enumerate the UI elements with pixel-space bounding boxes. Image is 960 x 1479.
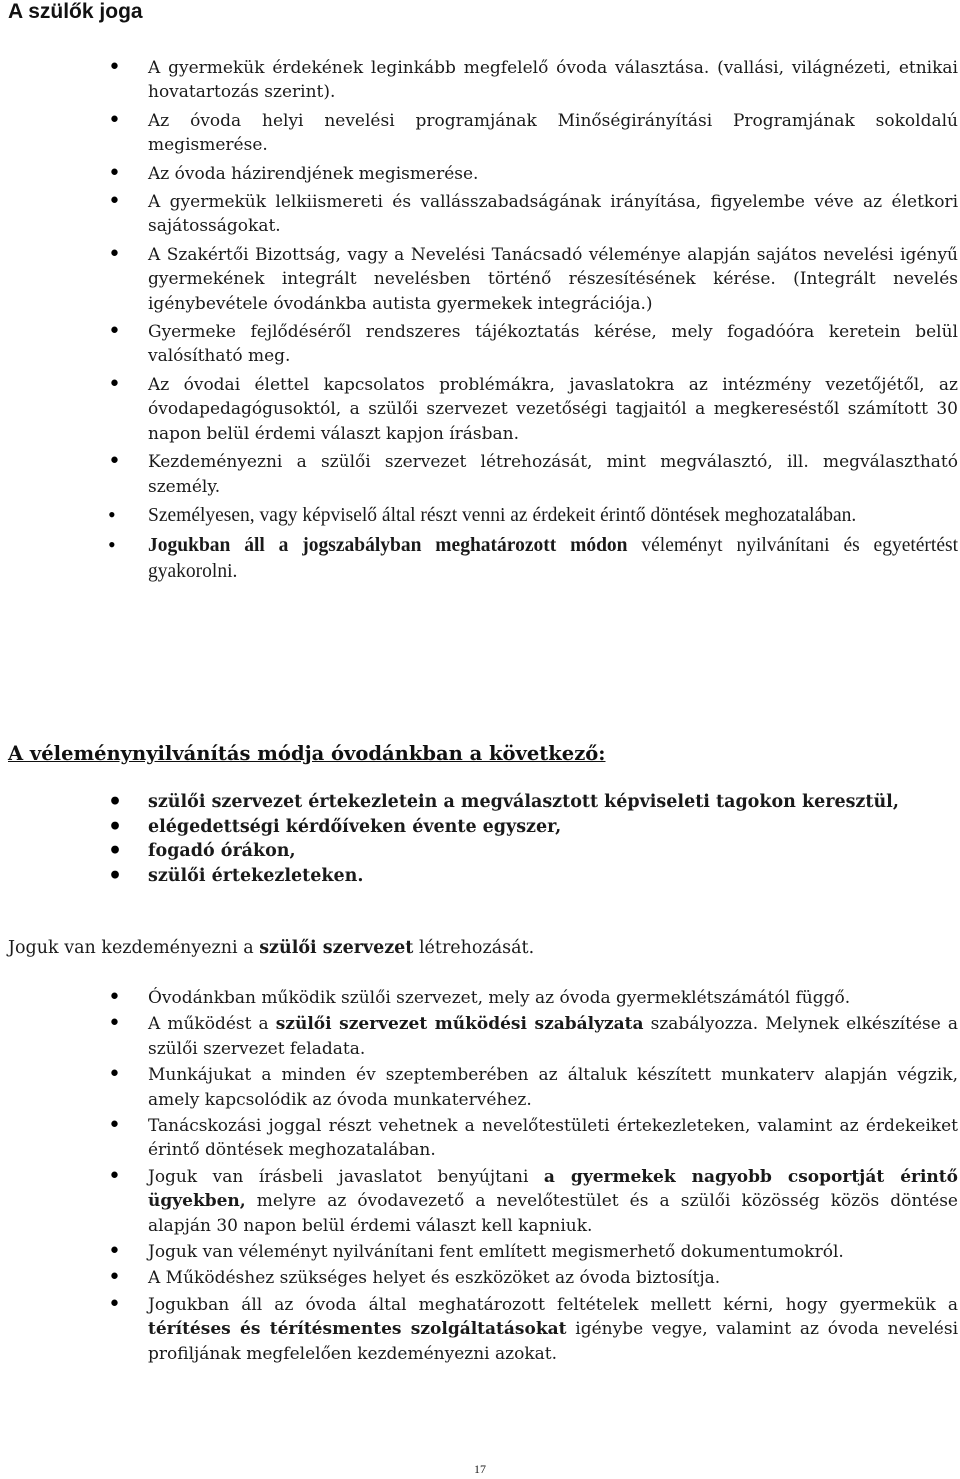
parents-rights-list — [100, 56, 958, 589]
list-item: • elégedettségi kérdőíveken évente egyszer, — [100, 815, 958, 840]
bold-text: szülői szervezet működési szabályzata — [275, 1014, 644, 1035]
list-item — [100, 1165, 958, 1238]
list-item-text: véleményt nyilvánítani és egyetértést gyakorolni. — [148, 534, 958, 582]
paragraph-text: Joguk van kezdeményezni a — [8, 938, 260, 958]
list-item — [100, 1293, 958, 1366]
parents-organization-paragraph — [8, 936, 534, 960]
list-item-text: Óvodánkban működik szülői szervezet, mely az óvoda gyermeklétszámától függő. — [148, 988, 851, 1008]
bold-text: térítéses és térítésmentes szolgáltatásokat — [148, 1319, 567, 1340]
list-item — [100, 986, 958, 1010]
list-item: • Az óvoda házirendjének megismerése. — [100, 162, 958, 186]
list-item-text: A működést a — [148, 1014, 276, 1035]
list-item-text: Joguk van véleményt nyilvánítani fent említett megismerhető dokumentumokról. — [148, 1242, 844, 1263]
section-title-opinion-methods: A véleménynyilvánítás módja óvodánkban a következő: — [8, 742, 606, 765]
list-item: • Az óvodai élettel kapcsolatos problémákra, javaslatokra az intézmény vezetőjétől, az óvodapedagógusoktól, a szülői szervezet vezetőségi tagjaitól a megkereséstől számított 30 napon belül érdemi választ kapjon írásban. — [100, 373, 958, 446]
list-item: • Kezdeményezni a szülői szervezet létrehozását, mint megválasztó, ill. megválasztható személy. — [100, 450, 958, 499]
list-item: • szülői szervezet értekezletein a megválasztott képviseleti tagokon keresztül, — [100, 790, 958, 815]
bold-text: a gyermekek nagyobb csoportját érintő ügyekben, — [148, 1166, 958, 1212]
list-item — [100, 1063, 958, 1112]
paragraph-text: létrehozását. — [413, 938, 535, 958]
list-item: • fogadó órákon, — [100, 839, 958, 864]
list-item: • szülői értekezleteken. — [100, 864, 958, 889]
list-item-text: szabályozza. Melynek elkészítése a szülői szervezet feladata. — [148, 1014, 958, 1059]
list-item: • Személyesen, vagy képviselő által részt venni az érdekeit érintő döntések meghozatalában. — [100, 503, 958, 529]
list-item: • Az óvoda helyi nevelési programjának Minőségirányítási Programjának sokoldalú megismerése. — [100, 109, 958, 158]
list-item-text: melyre az óvodavezető a nevelőtestület és a szülői közösség közös döntése alapján 30 napon belül érdemi választ kell kapniuk. — [148, 1191, 958, 1236]
list-item-text: igénybe vegye, valamint az óvoda nevelési profiljának megfelelően kezdeményezni azokat. — [148, 1319, 959, 1364]
parents-organization-list — [100, 986, 958, 1368]
list-item: • A Szakértői Bizottság, vagy a Nevelési Tanácsadó véleménye alapján sajátos nevelési igényű gyermekének integrált nevelésben történő részesítésének kérése. (Integrált nevelés igénybevétele óvodánkba autista gyermekek integrációja.) — [100, 243, 958, 316]
list-item: • A gyermekük lelkiismereti és vallásszabadságának irányítása, figyelembe véve az életkori sajátosságokat. — [100, 190, 958, 239]
bold-text: szülői szervezet — [259, 938, 414, 958]
page-number: 17 — [474, 1462, 486, 1476]
list-item — [100, 1114, 958, 1163]
list-item — [100, 1266, 958, 1290]
list-item: • Gyermeke fejlődéséről rendszeres tájékoztatás kérése, mely fogadóóra keretein belül valósítható meg. — [100, 320, 958, 369]
list-item-text: A Működéshez szükséges helyet és eszközöket az óvoda biztosítja. — [148, 1268, 721, 1289]
opinion-methods-list — [100, 790, 958, 888]
section-title-parents-rights: A szülők joga — [8, 0, 143, 23]
list-item-text: Joguk van írásbeli javaslatot benyújtani — [148, 1166, 544, 1187]
list-item — [100, 1240, 958, 1264]
list-item — [100, 533, 958, 585]
list-item: • A gyermekük érdekének leginkább megfelelő óvoda választása. (vallási, világnézeti, etnikai hovatartozás szerint). — [100, 56, 958, 105]
list-item — [100, 1012, 958, 1061]
bold-text: Jogukban áll a jogszabályban meghatározott módon — [148, 534, 628, 556]
list-item-text: Munkájukat a minden év szeptemberében az általuk készített munkaterv alapján végzik, amely kapcsolódik az óvoda munkatervéhez. — [148, 1065, 958, 1110]
list-item-text: Jogukban áll az óvoda által meghatározott feltételek mellett kérni, hogy gyermekük a — [148, 1294, 958, 1315]
list-item-text: Tanácskozási joggal részt vehetnek a nevelőtestületi értekezleteken, valamint az érdekeiket érintő döntések meghozatalában. — [148, 1116, 958, 1161]
